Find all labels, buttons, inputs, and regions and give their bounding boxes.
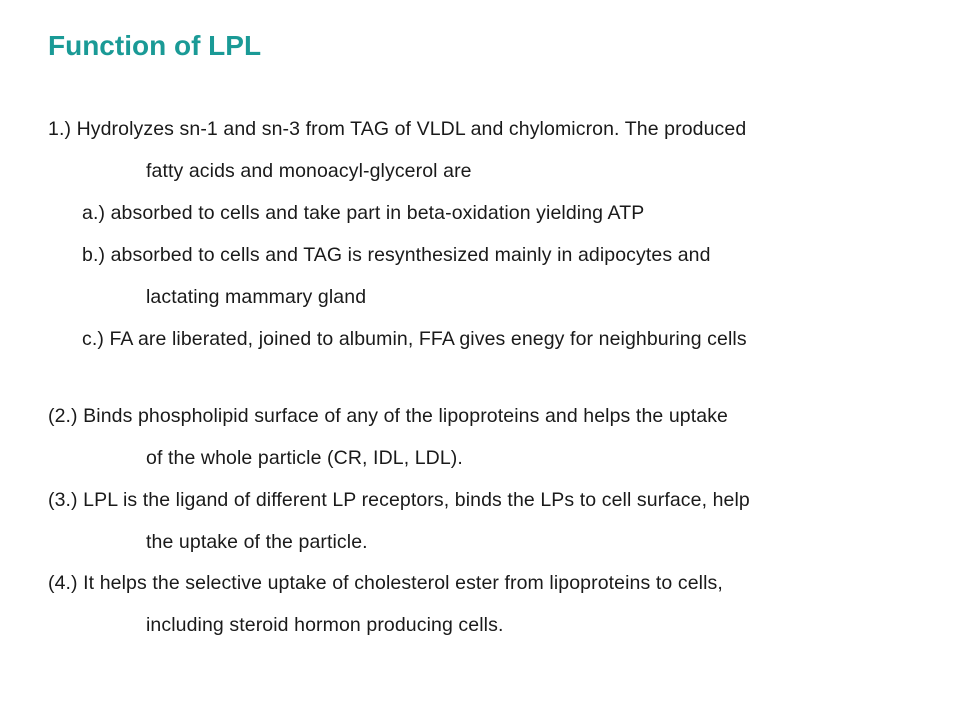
item4-line2: including steroid hormon producing cells. [146, 614, 504, 636]
item4-line1: (4.) It helps the selective uptake of cholesterol ester from lipoproteins to cells, [48, 572, 723, 594]
item3-line1: (3.) LPL is the ligand of different LP receptors, binds the LPs to cell surface, help [48, 489, 750, 511]
item1-sub-c: c.) FA are liberated, joined to albumin, FFA gives enegy for neighburing cells [82, 328, 747, 350]
item1-sub-a: a.) absorbed to cells and take part in beta-oxidation yielding ATP [82, 202, 645, 224]
item2-line1: (2.) Binds phospholipid surface of any of the lipoproteins and helps the uptake [48, 405, 729, 427]
slide-title: Function of LPL [48, 30, 262, 61]
item2-line2: of the whole particle (CR, IDL, LDL). [146, 447, 463, 469]
item3-line2: the uptake of the particle. [146, 531, 368, 553]
item1-sub-b-line1: b.) absorbed to cells and TAG is resynthesized mainly in adipocytes and [82, 244, 711, 266]
item1-line1: 1.) Hydrolyzes sn-1 and sn-3 from TAG of VLDL and chylomicron. The produced [48, 118, 747, 140]
item1-sub-b-line2: lactating mammary gland [146, 286, 367, 308]
item1-line2: fatty acids and monoacyl-glycerol are [146, 160, 472, 182]
